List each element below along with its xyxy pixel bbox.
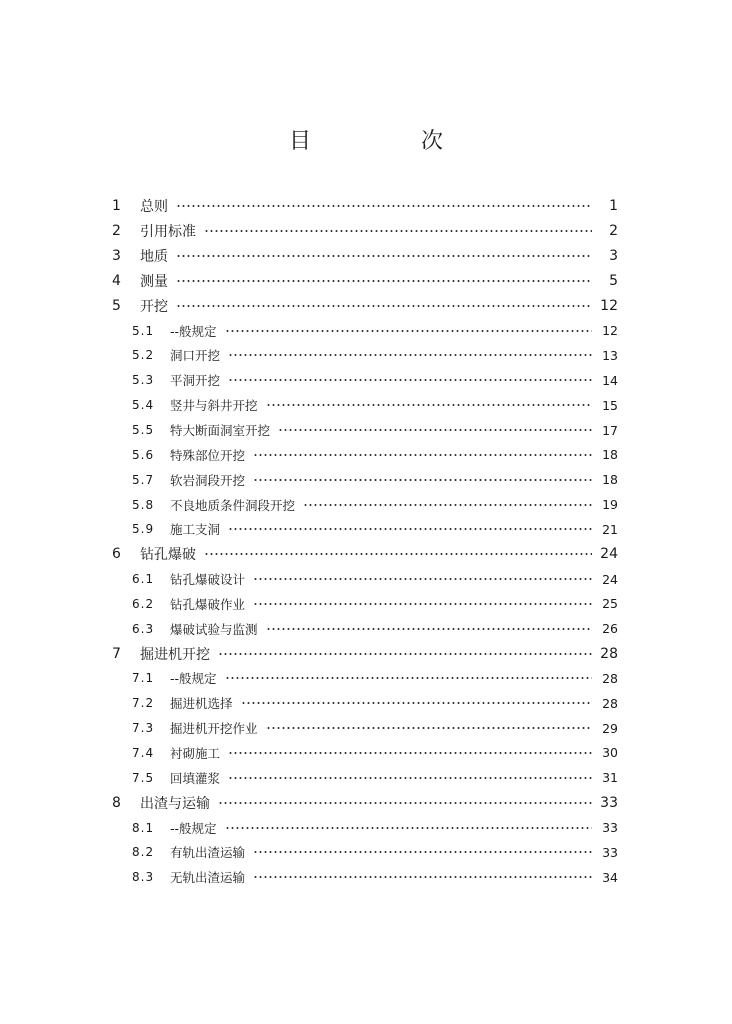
dot-leader xyxy=(225,827,592,829)
toc-entry xyxy=(112,393,618,418)
toc-entry-page: 25 xyxy=(602,596,618,612)
dot-leader xyxy=(253,851,592,853)
toc-entry xyxy=(112,616,618,641)
dot-leader xyxy=(253,454,592,456)
toc-entry-page: 31 xyxy=(602,770,618,786)
toc-entry-page: 33 xyxy=(602,820,618,836)
toc-entry-title: 施工支洞 xyxy=(170,522,221,538)
dot-leader xyxy=(253,479,592,481)
toc-entry-number: 7.2 xyxy=(132,696,155,711)
dot-leader xyxy=(303,504,592,506)
toc-entry xyxy=(112,442,618,467)
toc-entry-page: 15 xyxy=(602,397,618,413)
toc-entry xyxy=(112,815,618,840)
toc-entry xyxy=(112,244,618,269)
toc-entry xyxy=(112,318,618,343)
toc-entry-number: 7.4 xyxy=(132,745,155,760)
toc-entry-page: 28 xyxy=(602,670,618,686)
toc-entry-page: 13 xyxy=(602,347,618,363)
dot-leader xyxy=(266,404,592,406)
toc-entry xyxy=(112,716,618,741)
toc-entry xyxy=(112,592,618,617)
toc-entry-number: 7.5 xyxy=(132,770,155,785)
toc-entry xyxy=(112,865,618,890)
toc-entry xyxy=(112,765,618,790)
dot-leader xyxy=(228,777,592,779)
toc-entry xyxy=(112,418,618,443)
toc-entry-number: 5.6 xyxy=(132,447,155,462)
dot-leader xyxy=(253,876,592,878)
dot-leader xyxy=(228,752,592,754)
toc-entry-number: 3 xyxy=(112,248,121,265)
dot-leader xyxy=(228,354,592,356)
toc-entry-title: 掘进机开挖 xyxy=(140,646,210,663)
toc-entry xyxy=(112,517,618,542)
toc-entry xyxy=(112,368,618,393)
dot-leader xyxy=(266,628,592,630)
toc-entry xyxy=(112,741,618,766)
toc-entry xyxy=(112,840,618,865)
toc-entry-number: 5.1 xyxy=(132,323,155,338)
toc-entry-page: 30 xyxy=(602,745,618,761)
toc-entry-title: 引用标准 xyxy=(140,224,196,241)
toc-entry-page: 14 xyxy=(602,372,618,388)
toc-entry-number: 5.3 xyxy=(132,373,155,388)
toc-entry-number: 6.3 xyxy=(132,621,155,636)
dot-leader xyxy=(278,429,592,431)
toc-entry-number: 5.9 xyxy=(132,522,155,537)
toc-entry-title: 钻孔爆破作业 xyxy=(170,596,246,612)
toc-entry-number: 2 xyxy=(112,223,121,240)
page-title: 目 次 xyxy=(288,129,487,154)
toc-entry-title: 衬砌施工 xyxy=(170,745,221,761)
toc-entry-title: --般规定 xyxy=(170,323,217,339)
toc-entry-title: 洞口开挖 xyxy=(170,348,221,364)
toc-entry-number: 7.3 xyxy=(132,721,155,736)
toc-entry-title: 地质 xyxy=(140,249,168,266)
toc-entry-title: 开挖 xyxy=(140,298,168,315)
toc-entry xyxy=(112,666,618,691)
toc-entry-title: 钻孔爆破设计 xyxy=(170,572,246,588)
toc-entry-number: 5.7 xyxy=(132,472,155,487)
toc-entry-number: 7.1 xyxy=(132,671,155,686)
toc-entry xyxy=(112,194,618,219)
toc-entry-number: 5.4 xyxy=(132,398,155,413)
toc-entry xyxy=(112,641,618,666)
dot-leader xyxy=(266,727,592,729)
toc-entry-number: 7 xyxy=(112,645,121,662)
toc-entry-title: 掘进机选择 xyxy=(170,696,233,712)
toc-entry-page: 18 xyxy=(602,447,618,463)
toc-entry-number: 8 xyxy=(112,794,121,811)
dot-leader xyxy=(225,677,592,679)
toc-entry-page: 18 xyxy=(602,472,618,488)
toc-entry-number: 8.3 xyxy=(132,870,155,885)
toc-entry-title: 软岩洞段开挖 xyxy=(170,472,246,488)
toc-entry-page: 3 xyxy=(609,248,618,265)
toc-entry xyxy=(112,467,618,492)
dot-leader xyxy=(225,330,592,332)
toc-entry-page: 34 xyxy=(602,869,618,885)
dot-leader xyxy=(176,205,592,207)
toc-entry-number: 5 xyxy=(112,297,121,314)
dot-leader xyxy=(241,702,592,704)
toc-entry-page: 17 xyxy=(602,422,618,438)
toc-entry-title: 平洞开挖 xyxy=(170,373,221,389)
toc-entry-title: 出渣与运输 xyxy=(140,795,210,812)
dot-leader xyxy=(253,578,592,580)
toc-entry-number: 8.1 xyxy=(132,820,155,835)
toc-entry-page: 2 xyxy=(609,223,618,240)
toc-entry-title: 无轨出渣运输 xyxy=(170,870,246,886)
toc-entry-page: 19 xyxy=(602,497,618,513)
toc-entry-title: 测量 xyxy=(140,273,168,290)
toc-entry-page: 28 xyxy=(600,645,618,662)
toc-entry-title: 特殊部位开挖 xyxy=(170,447,246,463)
toc-entry-title: 钻孔爆破 xyxy=(140,547,196,564)
dot-leader xyxy=(253,603,592,605)
toc-entry-title: --般规定 xyxy=(170,671,217,687)
dot-leader xyxy=(228,379,592,381)
toc-entry xyxy=(112,492,618,517)
toc-entry-number: 6.1 xyxy=(132,572,155,587)
toc-entry-number: 8.2 xyxy=(132,845,155,860)
toc-entry xyxy=(112,293,618,318)
toc-entry-number: 6 xyxy=(112,546,121,563)
toc-entry-title: 不良地质条件洞段开挖 xyxy=(170,497,296,513)
toc-entry-page: 33 xyxy=(600,794,618,811)
toc-entry-page: 12 xyxy=(602,323,618,339)
toc-entry-page: 21 xyxy=(602,521,618,537)
dot-leader xyxy=(176,305,592,307)
toc-entry-page: 24 xyxy=(602,571,618,587)
dot-leader xyxy=(176,255,592,257)
toc-entry-number: 4 xyxy=(112,272,121,289)
toc-entry-number: 5.8 xyxy=(132,497,155,512)
toc-entry-page: 5 xyxy=(609,272,618,289)
toc-entry-number: 5.2 xyxy=(132,348,155,363)
dot-leader xyxy=(176,280,592,282)
toc-entry-number: 5.5 xyxy=(132,423,155,438)
dot-leader xyxy=(228,528,592,530)
dot-leader xyxy=(218,653,592,655)
toc-entry-page: 29 xyxy=(602,720,618,736)
toc-entry-number: 6.2 xyxy=(132,596,155,611)
toc-entry-page: 33 xyxy=(602,844,618,860)
toc-entry-title: 爆破试验与监测 xyxy=(170,621,258,637)
toc-entry-title: --般规定 xyxy=(170,820,217,836)
toc-entry-title: 竖井与斜井开挖 xyxy=(170,398,258,414)
toc-entry xyxy=(112,567,618,592)
toc-entry-title: 掘进机开挖作业 xyxy=(170,721,258,737)
toc-entry-page: 1 xyxy=(609,198,618,215)
toc-entry xyxy=(112,219,618,244)
toc-entry-title: 特大断面洞室开挖 xyxy=(170,423,271,439)
toc-entry xyxy=(112,343,618,368)
toc-entry xyxy=(112,269,618,294)
toc-entry xyxy=(112,542,618,567)
toc-entry-title: 有轨出渣运输 xyxy=(170,845,246,861)
toc-entry-page: 24 xyxy=(600,546,618,563)
dot-leader xyxy=(204,230,592,232)
dot-leader xyxy=(204,553,592,555)
toc-entry-page: 12 xyxy=(600,297,618,314)
toc-entry-number: 1 xyxy=(112,198,121,215)
dot-leader xyxy=(218,802,592,804)
toc-entry xyxy=(112,691,618,716)
toc-entry-title: 回填灌浆 xyxy=(170,770,221,786)
table-of-contents xyxy=(112,194,618,890)
toc-entry-page: 28 xyxy=(602,695,618,711)
toc-entry-title: 总则 xyxy=(140,199,168,216)
toc-entry-page: 26 xyxy=(602,621,618,637)
toc-entry xyxy=(112,790,618,815)
